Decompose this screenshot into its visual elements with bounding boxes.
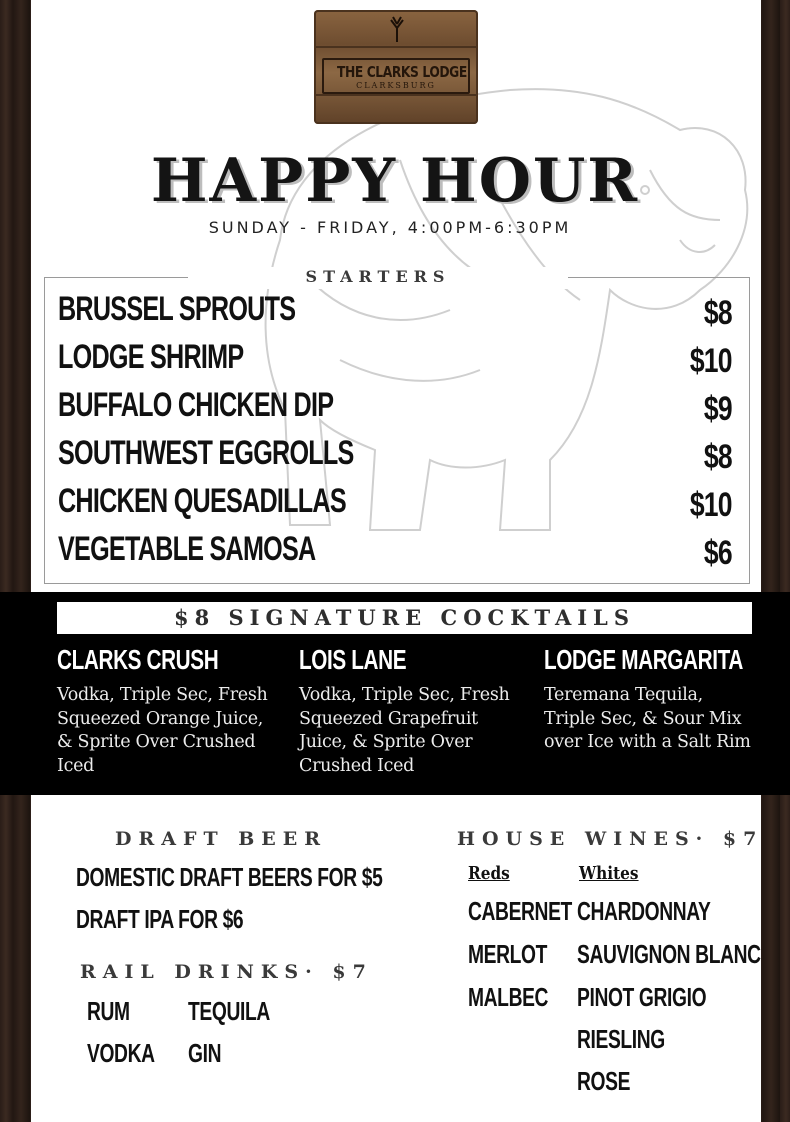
reds-heading: Reds xyxy=(468,863,510,884)
cocktail-desc-line: over Ice with a Salt Rim xyxy=(544,732,751,752)
cocktail-desc-line: & Sprite Over Crushed xyxy=(57,732,256,752)
draft-beer-item: DRAFT IPA FOR $6 xyxy=(76,904,244,934)
logo-location: CLARKSBURG xyxy=(356,81,436,90)
cocktail-desc-line: Squeezed Orange Juice, xyxy=(57,708,264,729)
starter-price: $9 xyxy=(704,390,732,428)
starter-name: LODGE SHRIMP xyxy=(58,338,244,376)
cocktail-name: LODGE MARGARITA xyxy=(544,644,743,675)
cocktail-description xyxy=(544,684,751,755)
starter-price: $10 xyxy=(690,342,732,380)
cocktail-desc-line: Crushed Iced xyxy=(299,755,415,776)
cocktail-desc-line: Squeezed Grapefruit xyxy=(299,708,478,729)
starter-name: BRUSSEL SPROUTS xyxy=(58,290,296,328)
white-wine-item: PINOT GRIGIO xyxy=(577,982,707,1012)
rail-drinks-label: RAIL DRINKS· $7 xyxy=(80,961,373,983)
cocktail-description xyxy=(57,684,267,778)
starter-name: VEGETABLE SAMOSA xyxy=(58,530,316,568)
starter-name: CHICKEN QUESADILLAS xyxy=(58,482,346,520)
cocktail-desc-line: Triple Sec, & Sour Mix xyxy=(544,708,742,729)
antler-icon xyxy=(388,16,406,42)
starter-item xyxy=(58,386,732,430)
cocktail-desc-line: Vodka, Triple Sec, Fresh xyxy=(57,685,268,705)
rail-drink-item: RUM xyxy=(87,996,130,1026)
lodge-logo xyxy=(314,10,478,124)
cocktail-desc-line: Iced xyxy=(57,755,95,776)
rail-drink-item: TEQUILA xyxy=(188,996,270,1026)
draft-beer-item: DOMESTIC DRAFT BEERS FOR $5 xyxy=(76,862,383,892)
white-wine-item: ROSE xyxy=(577,1066,631,1096)
red-wine-item: CABERNET xyxy=(468,896,572,926)
page-title: HAPPY HOUR xyxy=(150,146,640,216)
rail-drink-item: VODKA xyxy=(87,1038,155,1068)
logo-plate xyxy=(322,58,470,94)
cocktail-name: LOIS LANE xyxy=(299,644,407,675)
cocktail-desc-line: Teremana Tequila, xyxy=(544,685,703,705)
white-wine-item: RIESLING xyxy=(577,1024,665,1054)
starter-item xyxy=(58,482,732,526)
starter-price: $6 xyxy=(704,534,732,572)
starter-price: $8 xyxy=(704,294,732,332)
whites-heading: Whites xyxy=(579,863,639,884)
starter-price: $10 xyxy=(690,486,732,524)
starter-item xyxy=(58,290,732,334)
cocktail-desc-line: Vodka, Triple Sec, Fresh xyxy=(299,685,510,705)
starter-item xyxy=(58,530,732,574)
starter-name: SOUTHWEST EGGROLLS xyxy=(58,434,354,472)
red-wine-item: MALBEC xyxy=(468,982,549,1012)
white-wine-item: SAUVIGNON BLANC xyxy=(577,939,761,969)
red-wine-item: MERLOT xyxy=(468,939,548,969)
logo-name: THE CLARKS LODGE xyxy=(336,63,467,81)
cocktail-name: CLARKS CRUSH xyxy=(57,644,219,675)
house-wines-label: HOUSE WINES· $7 xyxy=(457,828,764,850)
starters-label: STARTERS xyxy=(188,267,568,289)
cocktail-desc-line: Juice, & Sprite Over xyxy=(299,732,473,752)
cocktail-description xyxy=(299,684,509,778)
rail-drink-item: GIN xyxy=(188,1038,222,1068)
starter-price: $8 xyxy=(704,438,732,476)
cocktails-heading: $8 SIGNATURE COCKTAILS xyxy=(57,602,752,634)
starter-item xyxy=(58,434,732,478)
starter-item xyxy=(58,338,732,382)
page-subtitle: SUNDAY - FRIDAY, 4:00PM-6:30PM xyxy=(208,218,572,237)
starter-name: BUFFALO CHICKEN DIP xyxy=(58,386,334,424)
draft-beer-label: DRAFT BEER xyxy=(115,828,328,850)
white-wine-item: CHARDONNAY xyxy=(577,896,711,926)
